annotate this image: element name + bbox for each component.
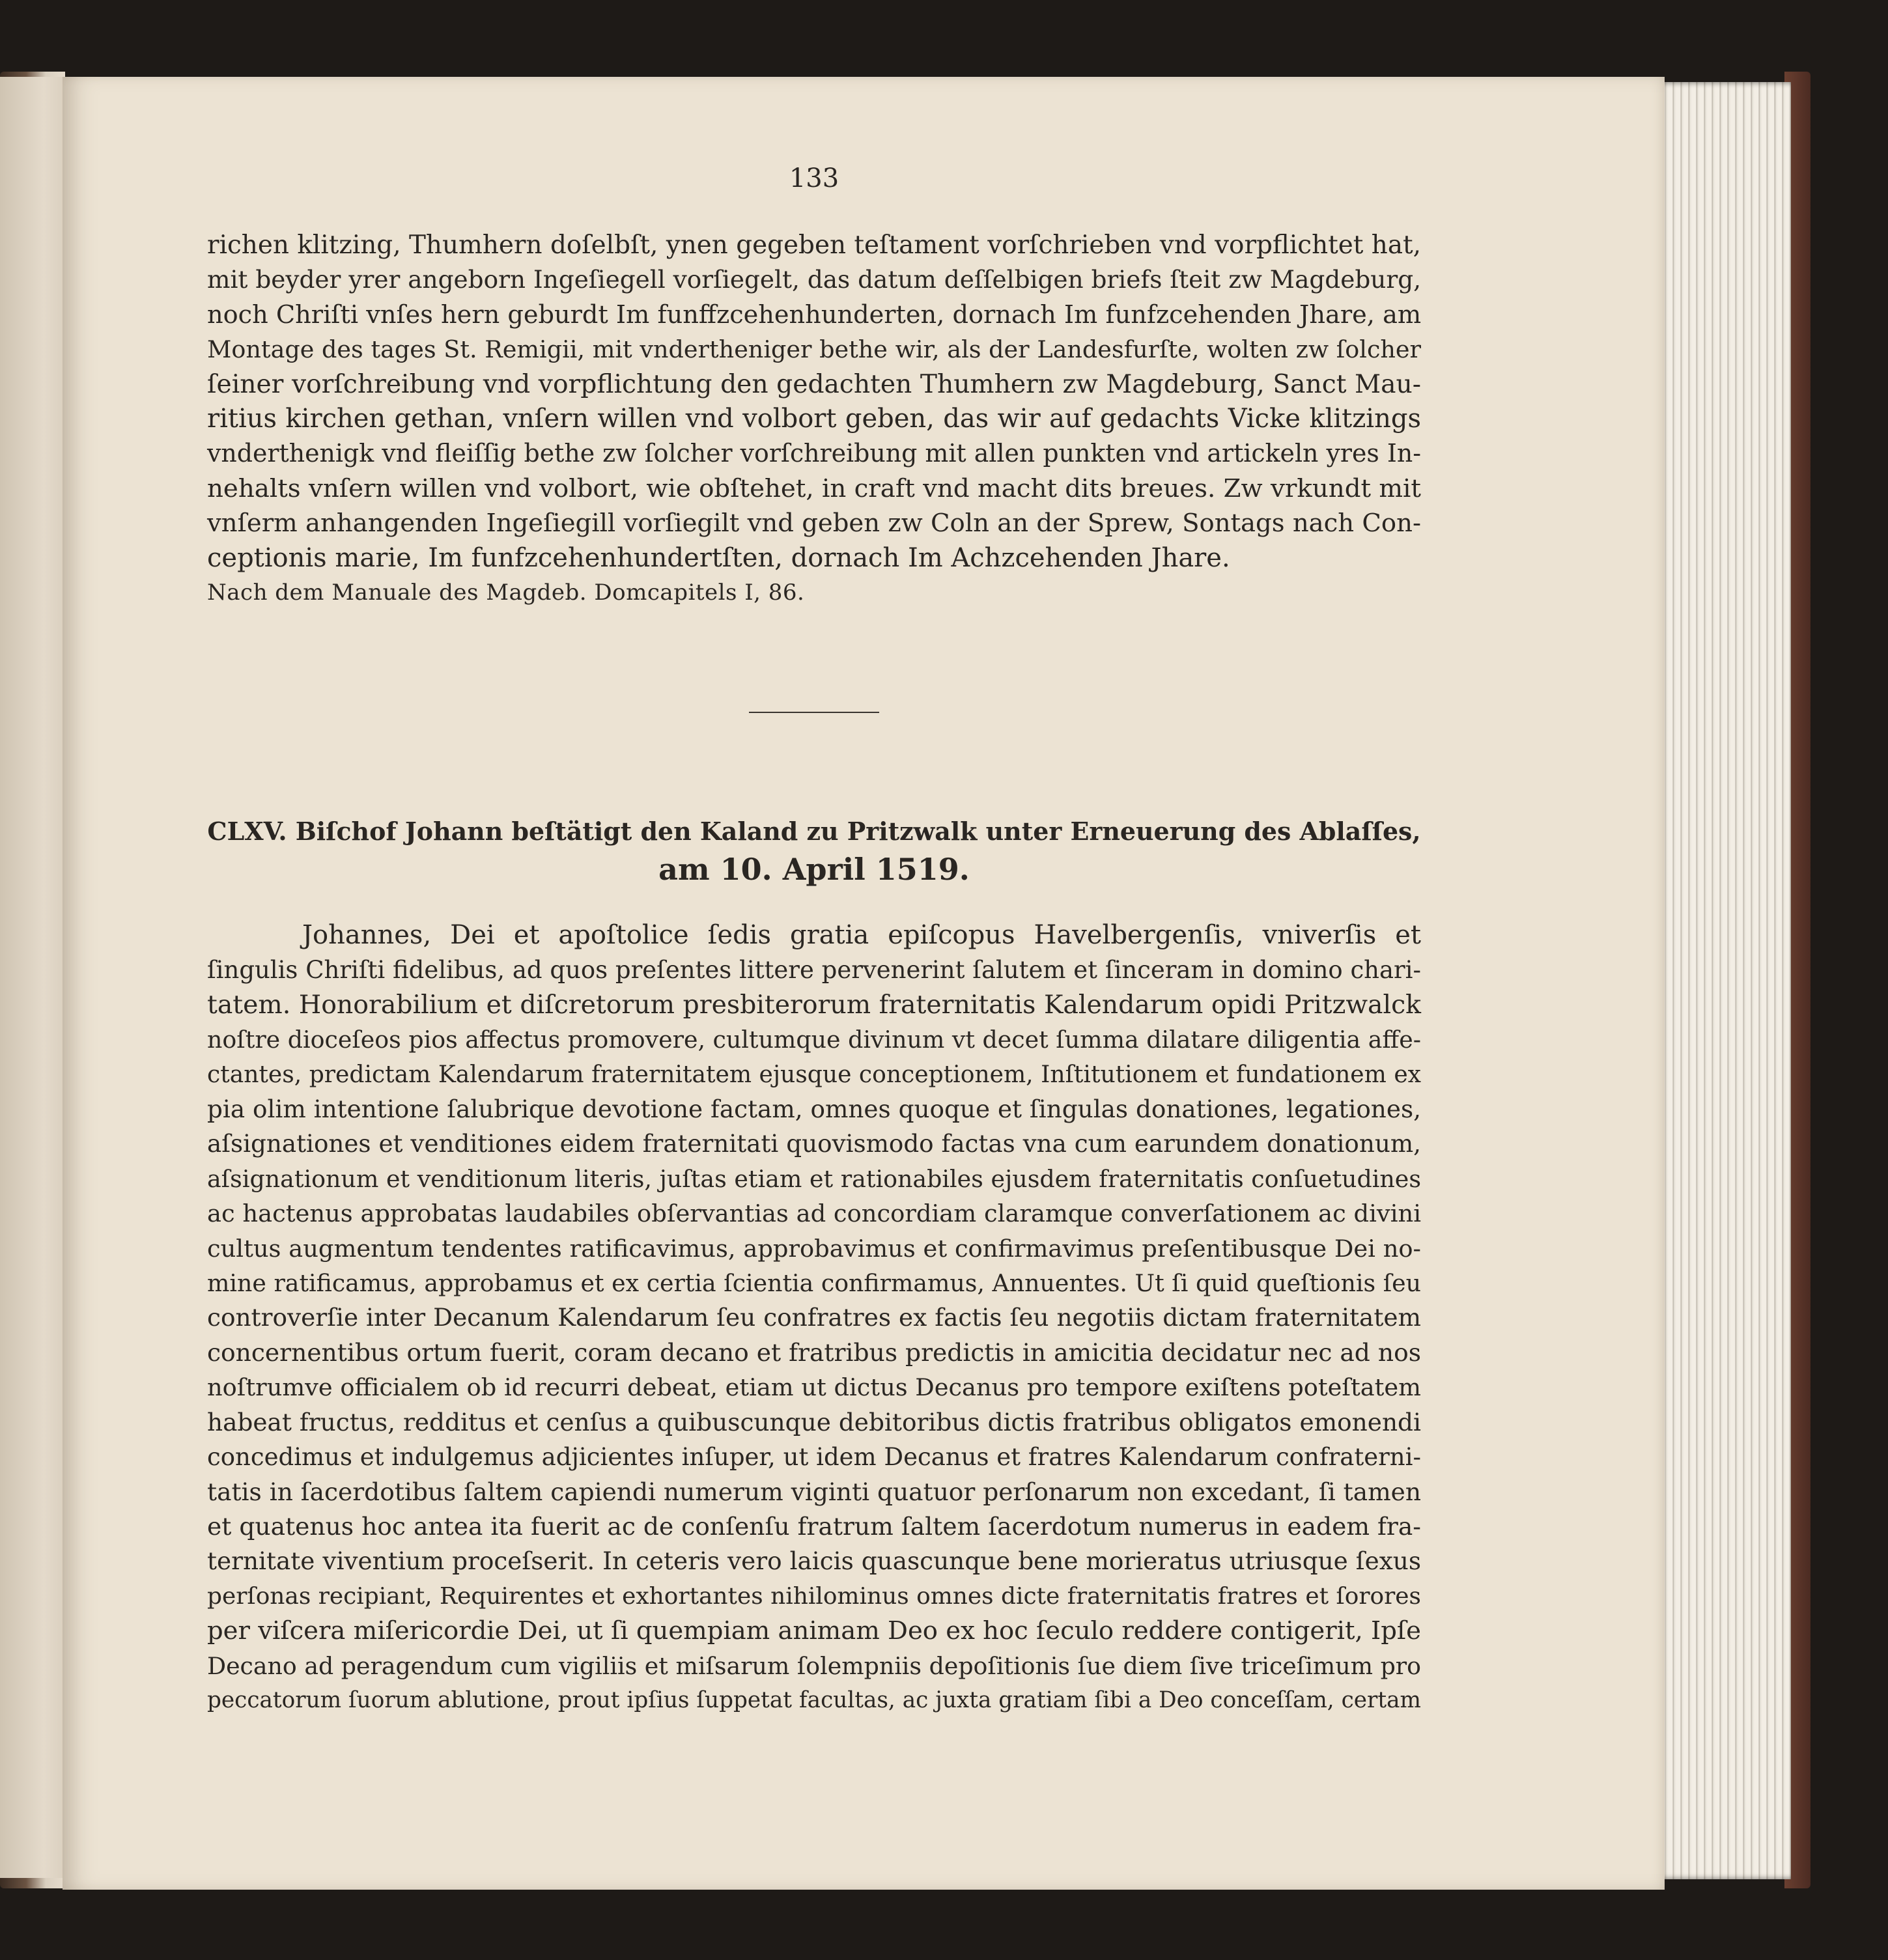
text-line: et quatenus hoc antea ita fuerit ac de conſenſu fratrum ſaltem ſacerdotum numerus in eadem fra- — [207, 1511, 1421, 1541]
text-line: vnſerm anhangenden Ingeſiegill vorſiegilt vnd geben zw Coln an der Sprew, Sontags nach Con- — [207, 509, 1421, 539]
text-line: controverſie inter Decanum Kalendarum ſeu confratres ex factis ſeu negotiis dictam fraternitatem — [207, 1303, 1421, 1332]
heading-date: am 10. April 1519. — [658, 852, 970, 887]
text-line: ternitate viventium proceſserit. In ceteris vero laicis quascunque bene morieratus utriusque ſexus — [207, 1547, 1421, 1576]
text-line: noſtre dioceſeos pios affectus promovere, cultumque divinum vt decet ſumma dilatare diligentia affe- — [207, 1026, 1421, 1054]
text-line: cultus augmentum tendentes ratificavimus, approbavimus et confirmavimus preſentibusque Dei no- — [207, 1234, 1421, 1263]
text-line: tatis in ſacerdotibus ſaltem capiendi numerum viginti quatuor perſonarum non excedant, ſi tamen — [207, 1477, 1422, 1506]
text-line: ctantes, predictam Kalendarum fraternitatem ejusque conceptionem, Inſtitutionem et fundationem ex — [207, 1060, 1421, 1088]
document-heading — [207, 814, 1421, 887]
text-line: Decano ad peragendum cum vigiliis et miſsarum ſolempniis depoſitionis ſue diem ſive triceſimum pro — [207, 1651, 1421, 1680]
text-line: Montage des tages St. Remigii, mit vndertheniger bethe wir, als der Landesfurſte, wolten zw ſolcher — [207, 335, 1421, 364]
text-line: mit beyder yrer angeborn Ingeſiegell vorſiegelt, das datum deſſelbigen briefs ſteit zw Magdeburg, — [207, 265, 1421, 294]
text-line: concernentibus ortum fuerit, coram decano et fratribus predictis in amicitia decidatur nec ad nos — [207, 1337, 1421, 1367]
text-line: pia olim intentione ſalubrique devotione factam, omnes quoque et ſingulas donationes, legationes, — [207, 1095, 1421, 1124]
page-stack-edges — [1661, 82, 1791, 1879]
text-line: perſonas recipiant, Requirentes et exhortantes nihilominus omnes dicte fraternitatis fratres et ſorores — [207, 1582, 1421, 1610]
text-line: ceptionis marie, Im funfzcehenhundertſten, dornach Im Achzcehenden Jhare. — [207, 542, 1230, 573]
body-paragraph — [207, 918, 1421, 1718]
text-line: aſsignationes et venditiones eidem fraternitati quovismodo factas vna cum earundem donationum, — [207, 1129, 1421, 1158]
text-line: ritius kirchen gethan, vnſern willen vnd volbort geben, das wir auf gedachts Vicke klitzings — [207, 404, 1421, 434]
text-line: vnderthenigk vnd fleiſſig bethe zw ſolcher vorſchreibung mit allen punkten vnd artickeln yres In- — [207, 439, 1421, 468]
text-line: Johannes, Dei et apoſtolice ſedis gratia epiſcopus Havelbergenſis, vniverſis et — [302, 920, 1421, 950]
text-line: tatem. Honorabilium et diſcretorum presbiterorum fraternitatis Kalendarum opidi Pritzwalck — [207, 989, 1421, 1020]
text-line: peccatorum ſuorum ablutione, prout ipſius ſuppetat facultas, ac juxta gratiam ſibi a Deo conceſſam, certam — [207, 1687, 1421, 1713]
text-line: ac hactenus approbatas laudabiles obſervantias ad concordiam claramque converſationem ac divini — [207, 1199, 1421, 1228]
text-line: habeat fructus, redditus et cenſus a quibuscunque debitoribus dictis fratribus obligatos emonendi — [207, 1407, 1421, 1436]
text-line: aſsignationum et venditionum literis, juſtas etiam et rationabiles ejusdem fraternitatis conſuetudines — [207, 1164, 1421, 1193]
text-line: noch Chriſti vnſes hern geburdt Im funffzcehenhunderten, dornach Im funfzcehenden Jhare, am — [207, 300, 1422, 329]
text-line: noſtrumve officialem ob id recurri debeat, etiam ut dictus Decanus pro tempore exiſtens poteſtatem — [207, 1373, 1421, 1402]
text-line: ſeiner vorſchreibung vnd vorpflichtung den gedachten Thumhern zw Magdeburg, Sanct Mau- — [207, 369, 1421, 399]
page-number: 133 — [789, 163, 839, 193]
text-line: concedimus et indulgemus adjicientes inſuper, ut idem Decanus et fratres Kalendarum confraterni- — [207, 1443, 1421, 1472]
text-line: richen klitzing, Thumhern doſelbſt, ynen gegeben teſtament vorſchrieben vnd vorpflichtet hat, — [207, 231, 1421, 260]
top-paragraph — [207, 228, 1421, 576]
text-line: nehalts vnſern willen vnd volbort, wie obſtehet, in craft vnd macht dits breues. Zw vrkundt mit — [207, 473, 1421, 503]
text-line: ſingulis Chriſti fidelibus, ad quos preſentes littere pervenerint ſalutem et ſinceram in domino chari- — [207, 956, 1421, 985]
text-line: per viſcera miſericordie Dei, ut ſi quempiam animam Deo ex hoc ſeculo reddere contigerit, Ipſe — [207, 1616, 1421, 1646]
heading-title: CLXV. Biſchof Johann beſtätigt den Kaland zu Pritzwalk unter Erneuerung des Ablaſſes, — [207, 817, 1421, 846]
source-note: Nach dem Manuale des Magdeb. Domcapitels I, 86. — [207, 580, 805, 606]
book-page — [63, 77, 1665, 1890]
section-divider — [749, 712, 879, 713]
text-line: mine ratificamus, approbamus et ex certia ſcientia confirmamus, Annuentes. Ut ſi quid queſtionis ſeu — [207, 1269, 1421, 1298]
